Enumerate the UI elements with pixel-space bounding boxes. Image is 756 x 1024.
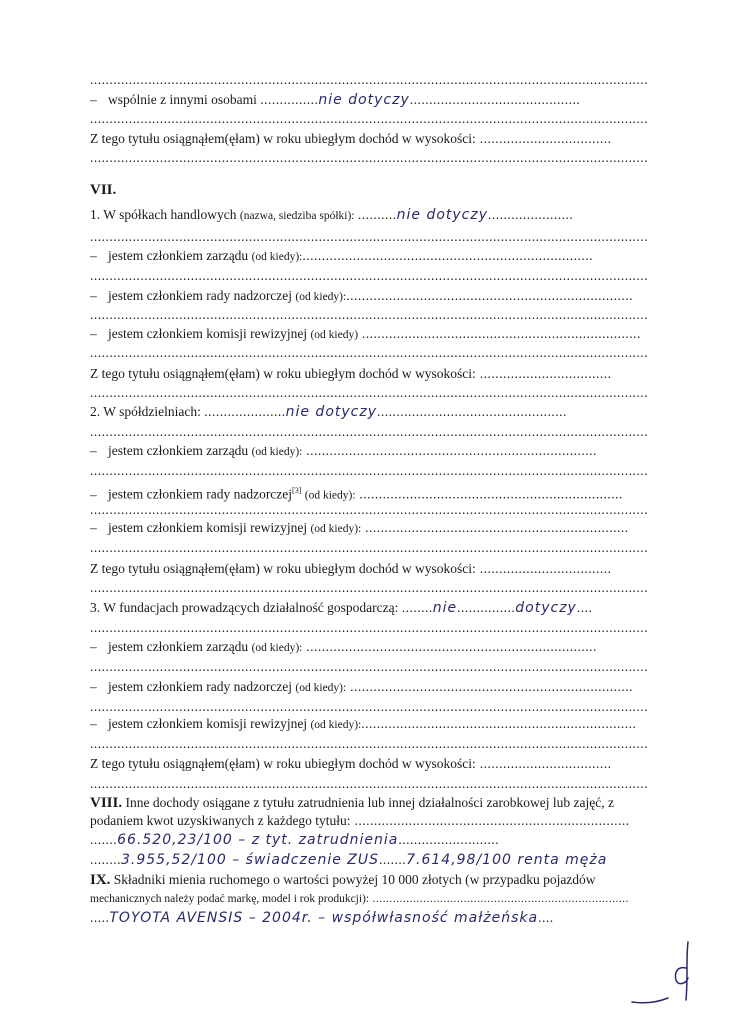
dotted-line: ................................................................................................................................................ xyxy=(90,620,648,635)
section-heading-ix: IX. xyxy=(90,872,111,888)
komisja-label: jestem członkiem komisji rewizyjnej xyxy=(108,520,308,535)
vii-s3-label: 3. W fundacjach prowadzących działalność gospodarczą: xyxy=(90,600,399,615)
viii-row-1 xyxy=(90,795,670,811)
dochod-label: Z tego tytułu osiągnąłem(ęłam) w roku ubiegłym dochód w wysokości: xyxy=(90,366,476,381)
vii-s2-row: 2. W spółdzielniach: .....................nie dotyczy................................................. xyxy=(90,404,567,420)
dotted-line: ................................................................................................................................................ xyxy=(90,268,648,283)
vii-s3-komisja-row: – jestem członkiem komisji rewizyjnej (od kiedy):....................................................................... xyxy=(90,716,637,731)
dotted-line: ................................................................................................................................................ xyxy=(90,580,648,595)
vii-s1-row: 1. W spółkach handlowych (nazwa, siedziba spółki): ..........nie dotyczy...................... xyxy=(90,207,574,223)
vi-wspolnie-row: – wspólnie z innymi osobami ...............nie dotyczy............................................ xyxy=(90,92,581,108)
dotted-line: ................................................................................................................................................ xyxy=(90,307,648,322)
viii-handwriting-2: 3.955,52/100 – świadczenie ZUS xyxy=(121,852,379,868)
vii-s3-zarzad-row: – jestem członkiem zarządu (od kiedy): ........................................................................... xyxy=(90,639,597,654)
komisja-small: (od kiedy): xyxy=(310,719,362,731)
ix-row-3: .....TOYOTA AVENSIS – 2004r. – współwłasność małżeńska.... xyxy=(90,910,554,926)
vii-s2-zarzad-row: – jestem członkiem zarządu (od kiedy): ........................................................................... xyxy=(90,443,597,458)
dotted-line: ................................................................................................................................................ xyxy=(90,736,648,751)
vii-s1-dochod-row: Z tego tytułu osiągnąłem(ęłam) w roku ubiegłym dochód w wysokości: .................................. xyxy=(90,366,612,381)
dotted-line: ................................................................................................................................................ xyxy=(90,659,648,674)
vii-s1-handwriting: nie dotyczy xyxy=(396,207,489,223)
vii-s3-handwriting-a: nie xyxy=(432,600,458,616)
dotted-line: ................................................................................................................................................ xyxy=(90,72,648,87)
vii-s3-handwriting-b: dotyczy xyxy=(515,600,577,616)
ix-row-2: mechanicznych należy podać markę, model i rok produkcji): ............................................................................ xyxy=(90,893,629,905)
rada-small: (od kiedy): xyxy=(295,682,347,694)
viii-row-4: ........3.955,52/100 – świadczenie ZUS.......7.614,98/100 renta męża xyxy=(90,852,608,868)
viii-row-3: .......66.520,23/100 – z tyt. zatrudnienia.......................... xyxy=(90,832,500,848)
viii-text-1: Inne dochody osiągane z tytułu zatrudnienia lub innej działalności zarobkowej lub zajęć, z xyxy=(125,795,614,810)
vi-wspolnie-handwriting: nie dotyczy xyxy=(318,92,410,108)
dotted-line: ................................................................................................................................................ xyxy=(90,699,648,714)
dotted-line: ................................................................................................................................................ xyxy=(90,150,648,165)
rada-label: jestem członkiem rady nadzorczej xyxy=(108,679,293,694)
vii-s3-row: 3. W fundacjach prowadzących działalność gospodarczą: ........nie...............dotyczy.... xyxy=(90,600,593,616)
vii-s1-komisja-row: – jestem członkiem komisji rewizyjnej (od kiedy) ........................................................................ xyxy=(90,326,641,341)
section-heading-viii: VIII. xyxy=(90,795,123,811)
vii-s1-small: (nazwa, siedziba spółki): xyxy=(239,210,355,222)
vii-s2-handwriting: nie dotyczy xyxy=(285,404,377,420)
footnote-ref: [3] xyxy=(292,486,302,495)
zarzad-small: (od kiedy): xyxy=(251,642,303,654)
komisja-small: (od kiedy): xyxy=(310,523,362,535)
dotted-line: ................................................................................................................................................ xyxy=(90,111,648,126)
dotted-line: ................................................................................................................................................ xyxy=(90,345,648,360)
ix-row-1 xyxy=(90,872,670,888)
dochod-label: Z tego tytułu osiągnąłem(ęłam) w roku ubiegłym dochód w wysokości: xyxy=(90,756,476,771)
dotted-line: ................................................................................................................................................ xyxy=(90,776,648,791)
section-heading-vii: VII. xyxy=(90,182,117,198)
zarzad-small: (od kiedy): xyxy=(251,446,303,458)
rada-small: (od kiedy): xyxy=(304,489,356,502)
vii-s2-label: 2. W spółdzielniach: xyxy=(90,404,201,419)
komisja-label: jestem członkiem komisji rewizyjnej xyxy=(108,716,308,731)
vi-wspolnie-label: wspólnie z innymi osobami xyxy=(108,92,257,107)
vii-s2-komisja-row: – jestem członkiem komisji rewizyjnej (od kiedy): .................................................................... xyxy=(90,520,629,535)
viii-text-2: podaniem kwot uzyskiwanych z każdego tytułu: xyxy=(90,813,351,828)
ix-text-1: Składniki mienia ruchomego o wartości powyżej 10 000 złotych (w przypadku pojazdów xyxy=(113,872,596,887)
komisja-label: jestem członkiem komisji rewizyjnej xyxy=(108,326,308,341)
zarzad-label: jestem członkiem zarządu xyxy=(108,639,249,654)
viii-handwriting-1: 66.520,23/100 – z tyt. zatrudnienia xyxy=(117,832,399,848)
ix-handwriting: TOYOTA AVENSIS – 2004r. – współwłasność małżeńska xyxy=(109,910,539,926)
vii-s1-zarzad-row: – jestem członkiem zarządu (od kiedy):........................................................................... xyxy=(90,248,593,263)
zarzad-label: jestem członkiem zarządu xyxy=(108,443,249,458)
dotted-line: ................................................................................................................................................ xyxy=(90,385,648,400)
vi-dochod-label: Z tego tytułu osiągnąłem(ęłam) w roku ubiegłym dochód w wysokości: xyxy=(90,131,476,146)
viii-row-2: podaniem kwot uzyskiwanych z każdego tytułu: ....................................................................... xyxy=(90,813,630,828)
komisja-small: (od kiedy) xyxy=(310,329,359,341)
dotted-line: ................................................................................................................................................ xyxy=(90,424,648,439)
rada-label: jestem członkiem rady nadzorczej xyxy=(108,486,293,502)
dotted-line: ................................................................................................................................................ xyxy=(90,502,648,517)
vii-s2-rada-row: – jestem członkiem rady nadzorczej[3] (od kiedy): .................................................................... xyxy=(90,486,623,502)
dochod-label: Z tego tytułu osiągnąłem(ęłam) w roku ubiegłym dochód w wysokości: xyxy=(90,561,476,576)
rada-label: jestem członkiem rady nadzorczej xyxy=(108,288,293,303)
vii-s1-label: 1. W spółkach handlowych xyxy=(90,207,237,222)
vii-s2-dochod-row: Z tego tytułu osiągnąłem(ęłam) w roku ubiegłym dochód w wysokości: .................................. xyxy=(90,561,612,576)
ix-text-2: mechanicznych należy podać markę, model i rok produkcji): xyxy=(90,893,370,905)
dotted-line: ................................................................................................................................................ xyxy=(90,229,648,244)
viii-handwriting-2b: 7.614,98/100 renta męża xyxy=(406,852,608,868)
dotted-line: ................................................................................................................................................ xyxy=(90,463,648,478)
rada-small: (od kiedy): xyxy=(295,291,347,303)
vii-s3-dochod-row: Z tego tytułu osiągnąłem(ęłam) w roku ubiegłym dochód w wysokości: .................................. xyxy=(90,756,612,771)
vi-dochod-row: Z tego tytułu osiągnąłem(ęłam) w roku ubiegłym dochód w wysokości: .................................. xyxy=(90,131,612,146)
zarzad-small: (od kiedy): xyxy=(251,251,303,263)
signature-mark xyxy=(628,938,698,1008)
vii-s3-rada-row: – jestem członkiem rady nadzorczej (od kiedy): ......................................................................... xyxy=(90,679,633,694)
vii-s1-rada-row: – jestem członkiem rady nadzorczej (od kiedy):.......................................................................... xyxy=(90,288,633,303)
zarzad-label: jestem członkiem zarządu xyxy=(108,248,249,263)
dotted-line: ................................................................................................................................................ xyxy=(90,540,648,555)
